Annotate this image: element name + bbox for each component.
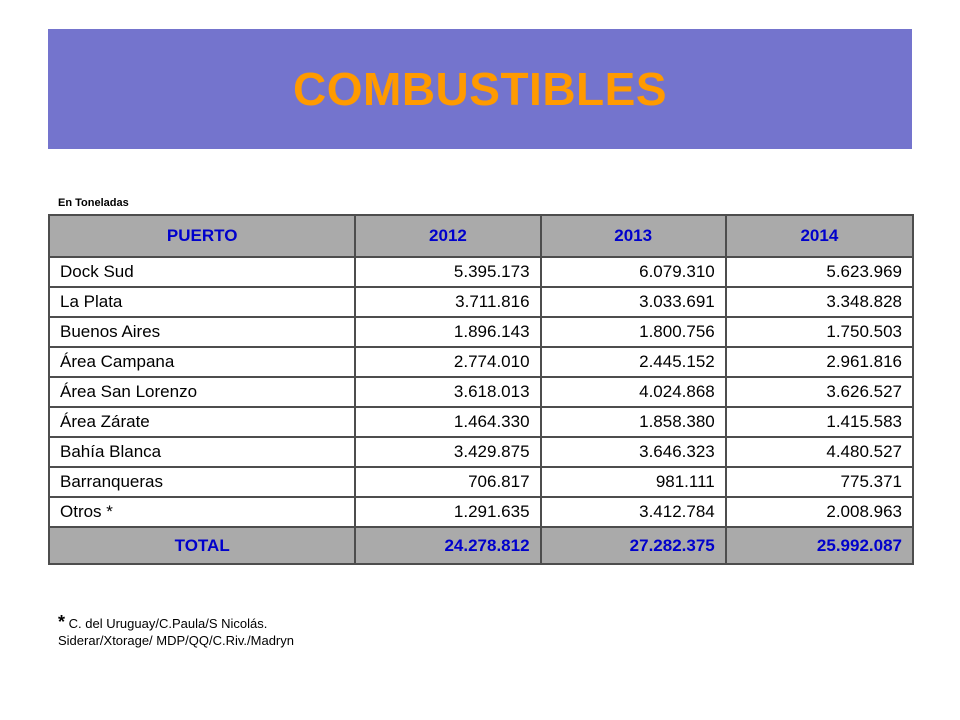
value-cell: 4.024.868 (541, 377, 726, 407)
value-cell: 1.858.380 (541, 407, 726, 437)
value-cell: 2.961.816 (726, 347, 913, 377)
value-cell: 1.750.503 (726, 317, 913, 347)
table-row (49, 287, 913, 317)
footnote (58, 614, 358, 649)
value-cell: 981.111 (541, 467, 726, 497)
value-cell: 2.445.152 (541, 347, 726, 377)
table-row (49, 377, 913, 407)
value-cell: 5.395.173 (355, 257, 540, 287)
value-cell: 3.348.828 (726, 287, 913, 317)
value-cell: 1.291.635 (355, 497, 540, 527)
value-cell: 2.774.010 (355, 347, 540, 377)
header-row (49, 215, 913, 257)
page-title: COMBUSTIBLES (293, 63, 667, 115)
value-cell: 775.371 (726, 467, 913, 497)
value-cell: 3.646.323 (541, 437, 726, 467)
port-cell: Área Campana (49, 347, 355, 377)
total-value-2012: 24.278.812 (355, 527, 540, 564)
table-row (49, 347, 913, 377)
table-row (49, 467, 913, 497)
footnote-text: C. del Uruguay/C.Paula/S Nicolás. Siderar/Xtorage/ MDP/QQ/C.Riv./Madryn (58, 616, 294, 648)
port-cell: Otros * (49, 497, 355, 527)
header-cell-2012: 2012 (355, 215, 540, 257)
title-banner (48, 29, 912, 149)
total-value-2013: 27.282.375 (541, 527, 726, 564)
value-cell: 1.464.330 (355, 407, 540, 437)
footnote-marker: * (58, 612, 66, 632)
value-cell: 3.412.784 (541, 497, 726, 527)
value-cell: 3.033.691 (541, 287, 726, 317)
total-value-2014: 25.992.087 (726, 527, 913, 564)
value-cell: 3.711.816 (355, 287, 540, 317)
header-cell-2013: 2013 (541, 215, 726, 257)
total-label: TOTAL (49, 527, 355, 564)
value-cell: 3.618.013 (355, 377, 540, 407)
port-cell: Barranqueras (49, 467, 355, 497)
table-row (49, 437, 913, 467)
value-cell: 3.429.875 (355, 437, 540, 467)
table-row (49, 497, 913, 527)
header-cell-2014: 2014 (726, 215, 913, 257)
value-cell: 6.079.310 (541, 257, 726, 287)
value-cell: 2.008.963 (726, 497, 913, 527)
port-cell: Área Zárate (49, 407, 355, 437)
table-row (49, 407, 913, 437)
table-row (49, 317, 913, 347)
port-cell: Buenos Aires (49, 317, 355, 347)
port-cell: Dock Sud (49, 257, 355, 287)
port-cell: La Plata (49, 287, 355, 317)
fuel-table (48, 214, 914, 565)
value-cell: 1.415.583 (726, 407, 913, 437)
value-cell: 1.800.756 (541, 317, 726, 347)
value-cell: 706.817 (355, 467, 540, 497)
value-cell: 3.626.527 (726, 377, 913, 407)
value-cell: 4.480.527 (726, 437, 913, 467)
value-cell: 5.623.969 (726, 257, 913, 287)
value-cell: 1.896.143 (355, 317, 540, 347)
port-cell: Bahía Blanca (49, 437, 355, 467)
port-cell: Área San Lorenzo (49, 377, 355, 407)
header-cell-port: PUERTO (49, 215, 355, 257)
unit-label: En Toneladas (58, 197, 129, 209)
total-row (49, 527, 913, 564)
table-row (49, 257, 913, 287)
